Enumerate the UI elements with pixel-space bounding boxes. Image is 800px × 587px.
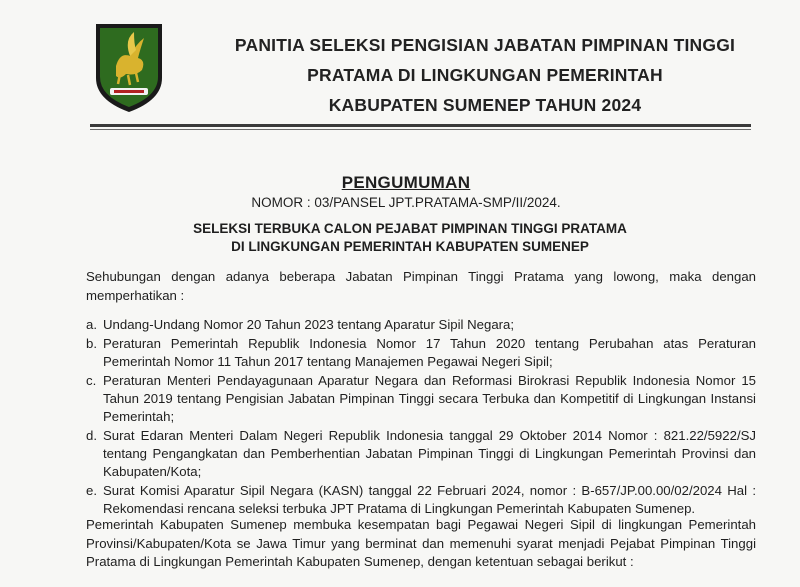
letterhead-line-1: PANITIA SELEKSI PENGISIAN JABATAN PIMPINAN TINGGI <box>234 35 736 55</box>
letterhead-line-2: PRATAMA DI LINGKUNGAN PEMERINTAH <box>307 65 663 85</box>
list-marker: c. <box>86 373 97 388</box>
list-marker: d. <box>86 428 97 443</box>
list-item <box>86 482 756 518</box>
document-number: NOMOR : 03/PANSEL JPT.PRATAMA-SMP/II/2024. <box>251 195 561 210</box>
letterhead-rule-thick <box>90 124 751 127</box>
subtitle-line-2: DI LINGKUNGAN PEMERINTAH KABUPATEN SUMENEP <box>231 239 589 254</box>
document-subtitle <box>0 220 800 256</box>
list-item-text: Peraturan Menteri Pendayagunaan Aparatur Negara dan Reformasi Birokrasi Republik Indonesia Nomor 15 Tahun 2019 tentang Pengisian Jabatan Pimpinan Tinggi secara Terbuka dan Kompetitif di Lingkungan Instansi Pemerintah; <box>103 373 756 424</box>
subtitle-line-1: SELEKSI TERBUKA CALON PEJABAT PIMPINAN TINGGI PRATAMA <box>193 221 627 236</box>
considerations-list <box>86 316 756 519</box>
list-item <box>86 316 756 334</box>
pegasus-shield-emblem-icon <box>90 18 168 116</box>
intro-paragraph: Sehubungan dengan adanya beberapa Jabatan Pimpinan Tinggi Pratama yang lowong, maka dengan memperhatikan : <box>86 269 756 303</box>
list-item <box>86 372 756 426</box>
list-item <box>86 335 756 371</box>
list-marker: a. <box>86 317 97 332</box>
document-title: PENGUMUMAN <box>341 173 471 192</box>
list-item-text: Surat Komisi Aparatur Sipil Negara (KASN) tanggal 22 Februari 2024, nomor : B-657/JP.00.00/02/2024 Hal : Rekomendasi rencana seleksi terbuka JPT Pratama di Lingkungan Pemerintah Kabupaten Sumenep. <box>103 483 756 516</box>
letterhead <box>185 30 785 120</box>
list-marker: e. <box>86 483 97 498</box>
list-item-text: Peraturan Pemerintah Republik Indonesia Nomor 17 Tahun 2020 tentang Perubahan atas Peraturan Pemerintah Nomor 11 Tahun 2017 tentang Manajemen Pegawai Negeri Sipil; <box>103 336 756 369</box>
letterhead-line-3: KABUPATEN SUMENEP TAHUN 2024 <box>328 95 642 115</box>
list-item <box>86 427 756 481</box>
list-item-text: Surat Edaran Menteri Dalam Negeri Republik Indonesia tanggal 29 Oktober 2014 Nomor : 821.22/5922/SJ tentang Pengangkatan dan Pemberhentian Jabatan Pimpinan Tinggi di Lingkungan Pemerintah Provinsi dan Kabupaten/Kota; <box>103 428 756 479</box>
closing-paragraph: Pemerintah Kabupaten Sumenep membuka kesempatan bagi Pegawai Negeri Sipil di lingkungan Pemerintah Provinsi/Kabupaten/Kota se Jawa Timur yang berminat dan memenuhi syarat menjadi Pejabat Pimpinan Tinggi Pratama di Lingkungan Pemerintah Kabupaten Sumenep, dengan ketentuan sebagai berikut : <box>86 517 756 569</box>
list-marker: b. <box>86 336 97 351</box>
letterhead-rule-thin <box>90 129 751 130</box>
list-item-text: Undang-Undang Nomor 20 Tahun 2023 tentang Aparatur Sipil Negara; <box>103 317 515 332</box>
